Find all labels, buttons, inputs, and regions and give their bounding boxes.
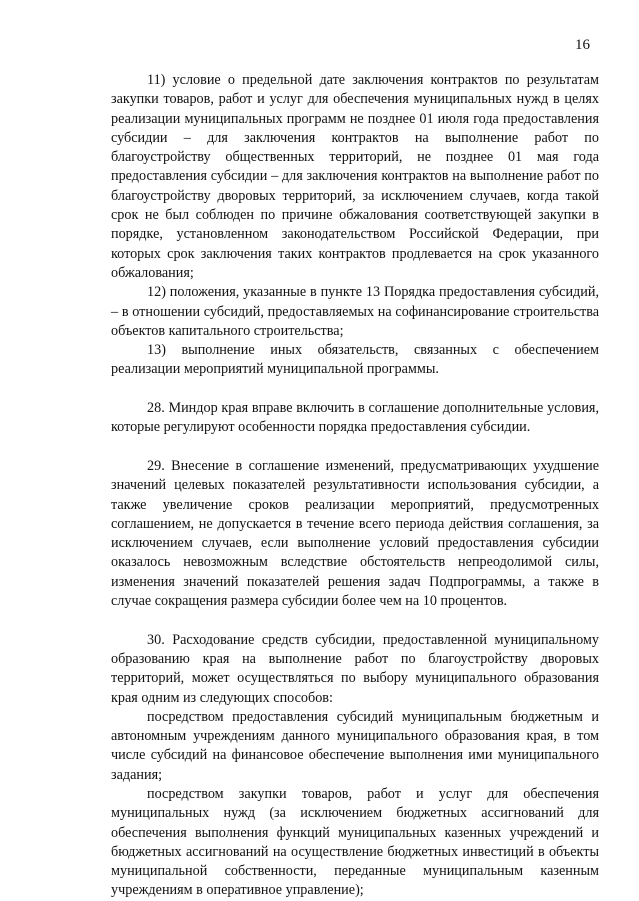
paragraph-item-12: 12) положения, указанные в пункте 13 Порядка предоставления субсидий, – в отношении субсидий, предоставляемых на софинансирование строительства объектов капитального строительства; xyxy=(111,284,599,339)
paragraph-method-subsidies: посредством предоставления субсидий муниципальным бюджетным и автономным учреждениям данного муниципального образования края, в том числе субсидий на финансовое обеспечение выполнения ими муниципального задания; xyxy=(111,708,599,783)
document-body xyxy=(111,71,599,901)
paragraph-clause-30: 30. Расходование средств субсидии, предоставленной муниципальному образованию края на выполнение работ по благоустройству дворовых территорий, может осуществляться по выбору муниципального образования края одним из следующих способов: xyxy=(111,631,599,706)
paragraph-method-procurement: посредством закупки товаров, работ и услуг для обеспечения муниципальных нужд (за исключением бюджетных ассигнований для обеспечения выполнения функций муниципальных казенных учреждений и бюджетных ассигнований на осуществление бюджетных инвестиций в объекты муниципальной собственности, переданные муниципальным казенным учреждениям в оперативное управление); xyxy=(111,785,599,899)
paragraph-item-13: 13) выполнение иных обязательств, связанных с обеспечением реализации мероприятий муниципальной программы. xyxy=(111,342,599,378)
paragraph-clause-28: 28. Миндор края вправе включить в соглашение дополнительные условия, которые регулируют особенности порядка предоставления субсидии. xyxy=(111,400,599,436)
paragraph-clause-29: 29. Внесение в соглашение изменений, предусматривающих ухудшение значений целевых показателей результативности использования субсидии, а также увеличение сроков реализации мероприятий, предусмотренных соглашением, не допускается в течение всего периода действия соглашения, за исключением случаев, если выполнение условий предоставления субсидии оказалось невозможным вследствие обстоятельств непреодолимой силы, изменения значений показателей решения задач Подпрограммы, а также в случае сокращения размера субсидии более чем на 10 процентов. xyxy=(111,457,599,610)
page-number: 16 xyxy=(575,37,590,53)
paragraph-item-11: 11) условие о предельной дате заключения контрактов по результатам закупки товаров, работ и услуг для обеспечения муниципальных нужд в целях реализации муниципальных программ не позднее 01 июля года предоставления субсидии – для заключения контрактов на выполнение работ по благоустройству общественных территорий, не позднее 01 мая года предоставления субсидии – для заключения контрактов на выполнение работ по благоустройству дворовых территорий, за исключением случаев, когда такой срок не был соблюден по причине обжалования соответствующей закупки в порядке, установленном законодательством Российской Федерации, при которых срок заключения таких контрактов продлевается на срок указанного обжалования; xyxy=(111,72,599,281)
